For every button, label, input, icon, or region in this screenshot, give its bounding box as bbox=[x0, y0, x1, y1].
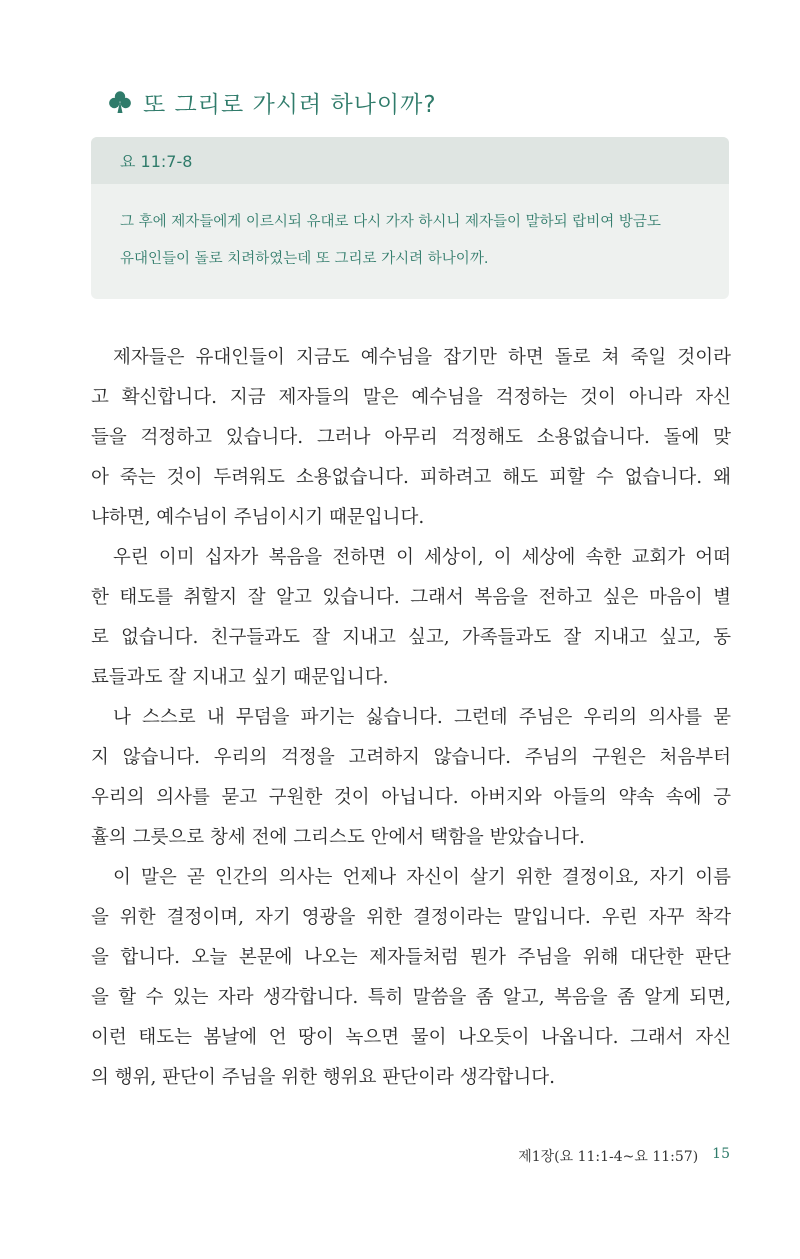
body-line: 을 위한 결정이며, 자기 영광을 위한 결정이라는 말입니다. 우린 자꾸 착각 bbox=[91, 907, 731, 928]
body-line: 고 확신합니다. 지금 제자들의 말은 예수님을 걱정하는 것이 아니라 자신 bbox=[91, 387, 731, 408]
body-line: 우리의 의사를 묻고 구원한 것이 아닙니다. 아버지와 아들의 약속 속에 긍 bbox=[91, 787, 731, 808]
scripture-passage bbox=[91, 184, 729, 278]
chapter-label: 제1장(요 11:1-4~요 11:57) bbox=[518, 1149, 699, 1165]
body-line: 나 스스로 내 무덤을 파기는 싫습니다. 그런데 주님은 우리의 의사를 묻 bbox=[113, 707, 731, 728]
body-line: 아 죽는 것이 두려워도 소용없습니다. 피하려고 해도 피할 수 없습니다. 왜 bbox=[91, 467, 731, 488]
body-line: 이 말은 곧 인간의 의사는 언제나 자신이 살기 위한 결정이요, 자기 이름 bbox=[113, 867, 731, 888]
body-line: 한 태도를 취할지 잘 알고 있습니다. 그래서 복음을 전하고 싶은 마음이 별 bbox=[91, 587, 731, 608]
body-line: 지 않습니다. 우리의 걱정을 고려하지 않습니다. 주님의 구원은 처음부터 bbox=[91, 747, 731, 768]
body-line: 우린 이미 십자가 복음을 전하면 이 세상이, 이 세상에 속한 교회가 어떠 bbox=[113, 547, 731, 568]
body-line: 이런 태도는 봄날에 언 땅이 녹으면 물이 나오듯이 나옵니다. 그래서 자신 bbox=[91, 1027, 731, 1048]
body-line: 제자들은 유대인들이 지금도 예수님을 잡기만 하면 돌로 쳐 죽일 것이라 bbox=[113, 347, 731, 368]
page-footer bbox=[518, 1146, 730, 1166]
body-line: 을 합니다. 오늘 본문에 나오는 제자들처럼 뭔가 주님을 위해 대단한 판단 bbox=[91, 947, 731, 968]
heading-title: 또 그리로 가시려 하나이까? bbox=[143, 91, 437, 118]
scripture-reference: 요 11:7-8 bbox=[91, 137, 729, 184]
scripture-box bbox=[91, 137, 729, 299]
body-line: 냐하면, 예수님이 주님이시기 때문입니다. bbox=[91, 507, 425, 528]
body-line: 의 행위, 판단이 주님을 위한 행위요 판단이라 생각합니다. bbox=[91, 1067, 555, 1088]
body-text bbox=[91, 338, 731, 1098]
section-heading bbox=[107, 82, 437, 122]
page-number: 15 bbox=[712, 1146, 730, 1162]
scripture-line: 그 후에 제자들에게 이르시되 유대로 다시 가자 하시니 제자들이 말하되 랍비여 방금도 bbox=[120, 214, 661, 230]
scripture-line: 유대인들이 돌로 치려하였는데 또 그리로 가시려 하나이까. bbox=[120, 251, 489, 267]
body-line: 들을 걱정하고 있습니다. 그러나 아무리 걱정해도 소용없습니다. 돌에 맞 bbox=[91, 427, 731, 448]
body-line: 휼의 그릇으로 창세 전에 그리스도 안에서 택함을 받았습니다. bbox=[91, 827, 585, 848]
club-icon bbox=[107, 89, 133, 115]
body-line: 로 없습니다. 친구들과도 잘 지내고 싶고, 가족들과도 잘 지내고 싶고, 동 bbox=[91, 627, 731, 648]
body-line: 료들과도 잘 지내고 싶기 때문입니다. bbox=[91, 667, 389, 688]
body-line: 을 할 수 있는 자라 생각합니다. 특히 말씀을 좀 알고, 복음을 좀 알게 되면, bbox=[91, 987, 731, 1008]
